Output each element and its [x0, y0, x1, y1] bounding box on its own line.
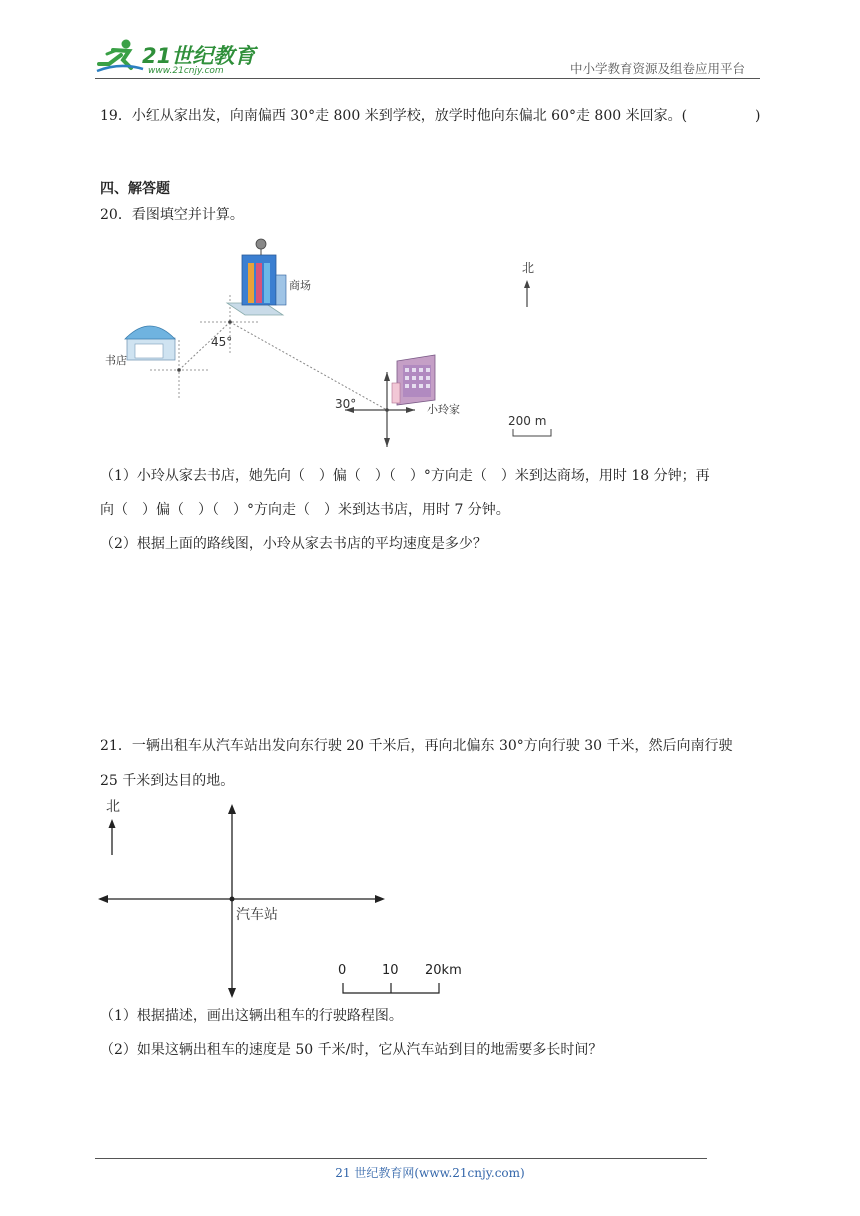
q20-part1-line2: 向（ ）偏（ ）（ ）°方向走（ ）米到达书店，用时 7 分钟。 [100, 502, 510, 518]
q21-part1: （1）根据描述，画出这辆出租车的行驶路程图。 [100, 1008, 403, 1024]
q21-part2: （2）如果这辆出租车的速度是 50 千米/时，它从汽车站到目的地需要多长时间？ [100, 1042, 603, 1058]
q20-part2: （2）根据上面的路线图，小玲从家去书店的平均速度是多少？ [100, 536, 487, 552]
angle-mall-label: 45° [211, 335, 233, 349]
north-label-2: 北 [106, 799, 120, 815]
q20-prompt: 20．看图填空并计算。 [100, 207, 244, 223]
scale-20-label: 20km [425, 963, 462, 978]
angle-home-label: 30° [335, 397, 357, 411]
platform-name: 中小学教育资源及组卷应用平台 [570, 61, 746, 76]
north-label: 北 [522, 261, 535, 275]
q19-close-paren: ) [755, 108, 761, 124]
q21-figure [95, 795, 475, 1000]
scale-10-label: 10 [382, 963, 399, 978]
logo-site: www.21cnjy.com [148, 66, 224, 76]
bookstore-label: 书店 [105, 354, 127, 367]
scale-bar-icon-2 [343, 983, 439, 993]
station-label: 汽车站 [236, 907, 278, 923]
header [0, 0, 860, 80]
logo-text: 21世纪教育 [142, 44, 256, 68]
q20-part1-line1: （1）小玲从家去书店，她先向（ ）偏（ ）（ ）°方向走（ ）米到达商场，用时 18 分钟；再 [100, 468, 710, 484]
section-title: 四、解答题 [100, 181, 170, 197]
footer-divider [95, 1158, 707, 1159]
scale-label: 200 m [508, 414, 547, 428]
q21-line1: 21．一辆出租车从汽车站出发向东行驶 20 千米后，再向北偏东 30°方向行驶 30 千米，然后向南行驶 [100, 738, 733, 754]
q20-figure [95, 235, 565, 455]
mall-building-icon [227, 239, 286, 315]
scale-0-label: 0 [338, 963, 347, 978]
q19-text: 19．小红从家出发，向南偏西 30°走 800 米到学校，放学时他向东偏北 60°走 800 米回家。( [100, 108, 688, 124]
mall-label: 商场 [289, 279, 311, 292]
header-divider [95, 78, 760, 79]
home-label: 小玲家 [427, 403, 460, 416]
bookstore-building-icon [125, 326, 175, 360]
footer-text: 21 世纪教育网(www.21cnjy.com) [335, 1166, 525, 1180]
home-building-icon [392, 355, 435, 405]
q21-line2: 25 千米到达目的地。 [100, 773, 235, 789]
logo-runner-icon [95, 38, 145, 74]
scale-bar-icon [513, 429, 551, 436]
